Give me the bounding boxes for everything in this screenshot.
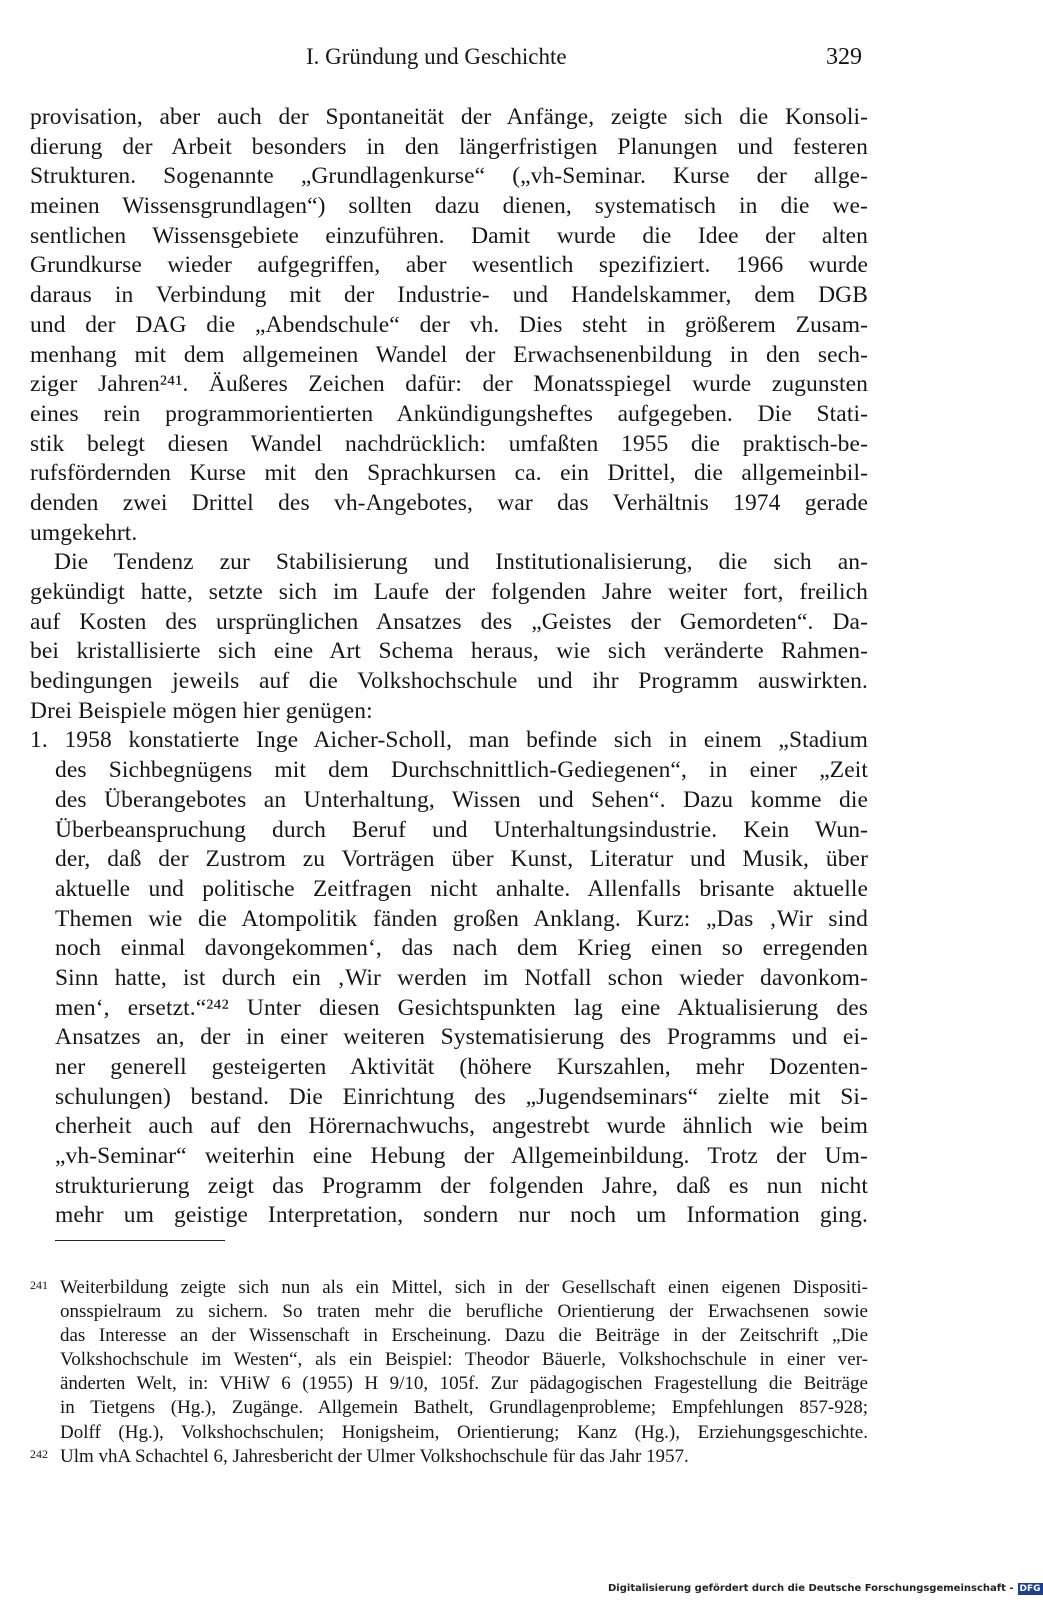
text-line: bei kristallisierte sich eine Art Schema heraus, wie sich veränderte Rahmen- <box>30 638 868 665</box>
text-line: umgekehrt. <box>30 519 138 546</box>
text-line: Ansatzes an, der in einer weiteren Systematisierung des Programms und ei- <box>55 1024 868 1051</box>
text-line: noch einmal davongekommen‘, das nach dem Krieg einen so erregenden <box>55 935 868 962</box>
text-line: Sinn hatte, ist durch ein ‚Wir werden im Notfall schon wieder davonkom- <box>55 964 868 991</box>
text-line: des Sichbegnügens mit dem Durchschnittlich-Gediegenen“, in einer „Zeit <box>55 757 868 784</box>
text-line: Themen wie die Atompolitik fänden großen Anklang. Kurz: „Das ‚Wir sind <box>55 905 868 932</box>
text-line: auf Kosten des ursprünglichen Ansatzes des „Geistes der Gemordeten“. Da- <box>30 608 868 635</box>
text-line: ner generell gesteigerten Aktivität (höhere Kurszahlen, mehr Dozenten- <box>55 1054 868 1080</box>
footnote-line <box>30 1276 868 1300</box>
text-line: dierung der Arbeit besonders in den längerfristigen Planungen und festeren <box>30 133 868 160</box>
footnote-divider <box>55 1240 225 1241</box>
footnote-number: 242 <box>30 1446 48 1461</box>
text-line: aktuelle und politische Zeitfragen nicht anhalte. Allenfalls brisante aktuelle <box>55 875 868 902</box>
text-line: Überbeanspruchung durch Beruf und Unterhaltungsindustrie. Kein Wun- <box>55 816 868 843</box>
text-line: und der DAG die „Abendschule“ der vh. Dies steht in größerem Zusam- <box>30 311 868 338</box>
text-line: menhang mit dem allgemeinen Wandel der Erwachsenenbildung in den sech- <box>30 341 868 368</box>
text-line: Grundkurse wieder aufgegriffen, aber wesentlich spezifiziert. 1966 wurde <box>30 252 868 279</box>
footnote-line: das Interesse an der Wissenschaft in Erscheinung. Dazu die Beiträge in der Zeitschrift „Die <box>60 1325 868 1347</box>
footnote-line <box>30 1445 868 1469</box>
footnote-line: änderten Welt, in: VHiW 6 (1955) H 9/10, 105f. Zur pädagogischen Fragestellung die Beiträge <box>60 1373 868 1395</box>
credit-text: Digitalisierung gefördert durch die Deutsche Forschungsgemeinschaft - <box>608 1583 1014 1594</box>
text-line: strukturierung zeigt das Programm der folgenden Jahre, daß es nun nicht <box>55 1172 868 1199</box>
text-line: gekündigt hatte, setzte sich im Laufe der folgenden Jahre weiter fort, freilich <box>30 579 868 605</box>
text-line: men‘, ersetzt.“²⁴² Unter diesen Gesichtspunkten lag eine Aktualisierung des <box>55 994 868 1021</box>
text-line: meinen Wissensgrundlagen“) sollten dazu dienen, systematisch in die we- <box>30 193 868 220</box>
text-line: stik belegt diesen Wandel nachdrücklich: umfaßten 1955 die praktisch-be- <box>30 430 868 457</box>
list-item-first-line: 1. 1958 konstatierte Inge Aicher-Scholl, man befinde sich in einem „Stadium <box>30 727 868 754</box>
footnote-text: Weiterbildung zeigte sich nun als ein Mittel, sich in der Gesellschaft einen eigenen Dispositi- <box>60 1277 868 1298</box>
text-line: Strukturen. Sogenannte „Grundlagenkurse“ („vh-Seminar. Kurse der allge- <box>30 163 868 190</box>
footnote-line: Volkshochschule im Westen“, als ein Beispiel: Theodor Bäuerle, Volkshochschule in einer ver- <box>60 1349 868 1371</box>
footnote-text: Ulm vhA Schachtel 6, Jahresbericht der Ulmer Volkshochschule für das Jahr 1957. <box>60 1445 689 1467</box>
footnote-line: onsspielraum zu sichern. So traten mehr die berufliche Orientierung der Erwachsenen sowie <box>60 1301 868 1323</box>
text-line: sentlichen Wissensgebiete einzuführen. Damit wurde die Idee der alten <box>30 222 868 249</box>
page-number: 329 <box>826 44 862 70</box>
text-line: provisation, aber auch der Spontaneität der Anfänge, zeigte sich die Konsoli- <box>30 104 868 130</box>
text-line: bedingungen jeweils auf die Volkshochschule und ihr Programm auswirkten. <box>30 668 868 695</box>
footnote-line: in Tietgens (Hg.), Zugänge. Allgemein Bathelt, Grundlagenprobleme; Empfehlungen 857-928; <box>60 1397 868 1419</box>
text-line: Drei Beispiele mögen hier genügen: <box>30 697 373 724</box>
text-line: daraus in Verbindung mit der Industrie- und Handelskammer, dem DGB <box>30 282 868 309</box>
text-line: Die Tendenz zur Stabilisierung und Institutionalisierung, die sich an- <box>54 549 868 576</box>
text-line: des Überangebotes an Unterhaltung, Wissen und Sehen“. Dazu komme die <box>55 786 868 813</box>
footnote-line: Dolff (Hg.), Volkshochschulen; Honigsheim, Orientierung; Kanz (Hg.), Erziehungsgeschichte. <box>60 1421 868 1443</box>
text-line: denden zwei Drittel des vh-Angebotes, war das Verhältnis 1974 gerade <box>30 489 868 516</box>
text-line: schulungen) bestand. Die Einrichtung des „Jugendseminars“ zielte mit Si- <box>55 1083 868 1110</box>
dfg-logo: DFG <box>1019 1584 1041 1594</box>
text-line: ziger Jahren²⁴¹. Äußeres Zeichen dafür: der Monatsspiegel wurde zugunsten <box>30 371 868 398</box>
footnotes <box>30 1276 868 1469</box>
digitization-credit <box>608 1583 1041 1599</box>
footnote-number: 241 <box>30 1278 48 1292</box>
text-line: cherheit auch auf den Hörernachwuchs, angestrebt wurde ähnlich wie beim <box>55 1113 868 1140</box>
text-line: der, daß der Zustrom zu Vorträgen über Kunst, Literatur und Musik, über <box>55 846 868 873</box>
running-title: I. Gründung und Geschichte <box>306 44 567 69</box>
text-line: eines rein programmorientierten Ankündigungsheftes aufgegeben. Die Stati- <box>30 400 868 427</box>
text-line: mehr um geistige Interpretation, sondern nur noch um Information ging. <box>55 1202 868 1229</box>
running-header <box>0 44 1000 76</box>
text-line: „vh-Seminar“ weiterhin eine Hebung der Allgemeinbildung. Trotz der Um- <box>55 1143 868 1170</box>
main-text <box>30 103 868 1231</box>
text-line: rufsfördernden Kurse mit den Sprachkursen ca. ein Drittel, die allgemeinbil- <box>30 460 868 487</box>
